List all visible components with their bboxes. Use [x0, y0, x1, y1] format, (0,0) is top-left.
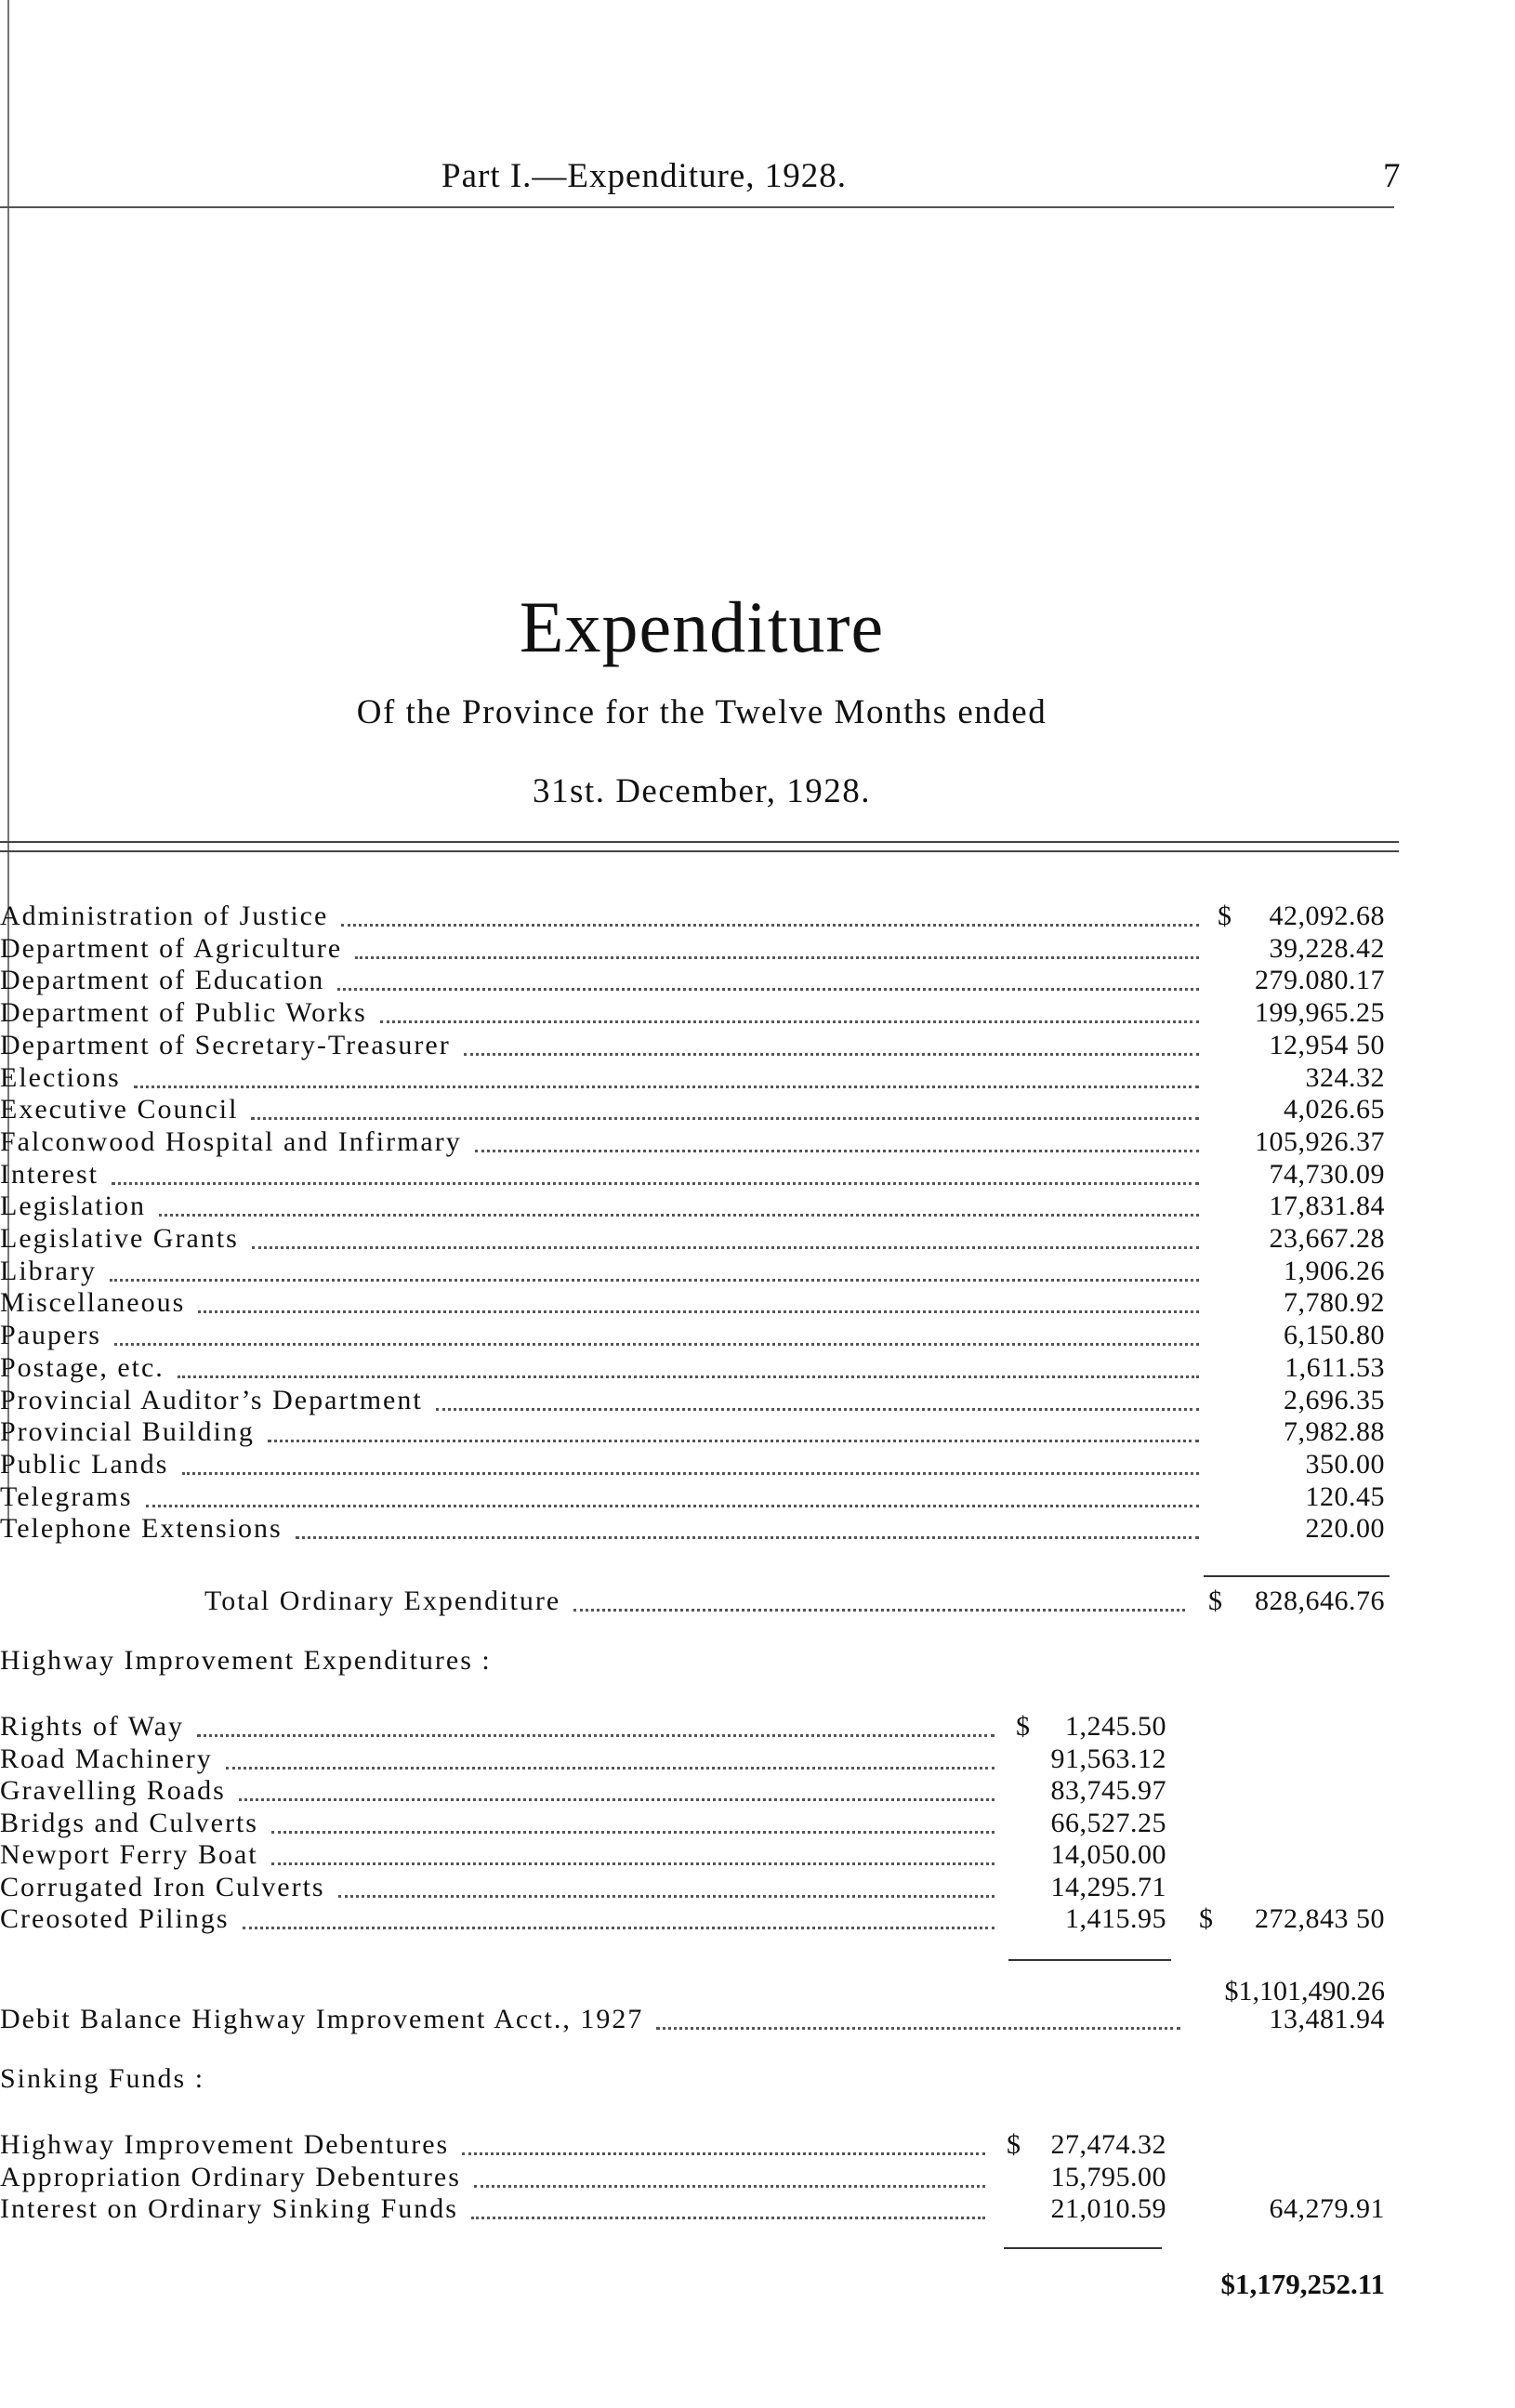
dot-leader — [251, 1117, 1199, 1120]
dot-leader — [436, 1408, 1199, 1411]
dot-leader — [380, 1020, 1199, 1023]
expenditure-row-label: Department of Secretary-Treasurer — [0, 1029, 451, 1060]
dot-leader — [268, 1440, 1199, 1442]
highway-row — [0, 1774, 1515, 1808]
currency-sign: $ — [1007, 2129, 1021, 2160]
highway-row-amount: 83,745.97 — [1050, 1775, 1166, 1806]
dot-leader — [656, 2027, 1180, 2030]
highway-row-label: Gravelling Roads — [0, 1775, 226, 1806]
expenditure-row-amount: 23,667.28 — [1269, 1223, 1385, 1254]
expenditure-row — [0, 1448, 1515, 1481]
currency-sign: $ — [1016, 1711, 1030, 1742]
dot-leader — [296, 1536, 1199, 1539]
expenditure-row — [0, 1512, 1515, 1546]
highway-row-label: Road Machinery — [0, 1743, 213, 1774]
expenditure-row — [0, 1319, 1515, 1352]
expenditure-row-label: Department of Public Works — [0, 997, 367, 1029]
dot-leader — [197, 1734, 995, 1737]
highway-row — [0, 1710, 1515, 1743]
highway-row — [0, 1902, 1515, 1936]
total-rule — [1204, 1575, 1390, 1577]
expenditure-row-label: Paupers — [0, 1320, 101, 1351]
expenditure-row-label: Miscellaneous — [0, 1287, 186, 1319]
dot-leader — [355, 956, 1199, 959]
sinking-row — [0, 2128, 1515, 2162]
expenditure-row-amount: 220.00 — [1305, 1513, 1385, 1545]
expenditure-row-label: Elections — [0, 1061, 121, 1093]
sinking-row — [0, 2161, 1515, 2194]
highway-row-amount: 14,295.71 — [1050, 1871, 1166, 1902]
expenditure-row — [0, 932, 1515, 966]
dot-leader — [198, 1310, 1199, 1313]
dot-leader — [271, 1831, 995, 1834]
dot-leader — [178, 1375, 1199, 1378]
dot-leader — [462, 2152, 985, 2155]
dot-leader — [464, 1053, 1199, 1056]
expenditure-row-label: Telephone Extensions — [0, 1513, 283, 1545]
dot-leader — [114, 1343, 1199, 1346]
expenditure-row — [0, 1093, 1515, 1126]
page-subtitle-line2: 31st. December, 1928. — [533, 772, 871, 810]
dot-leader — [182, 1472, 1199, 1475]
expenditure-row — [0, 1190, 1515, 1223]
dot-leader — [159, 1214, 1199, 1217]
total-ordinary — [0, 1585, 1515, 1618]
expenditure-row-label: Provincial Building — [0, 1416, 255, 1448]
currency-sign: $ — [1218, 901, 1232, 931]
expenditure-row-amount: 324.32 — [1305, 1061, 1385, 1093]
page-title: Expenditure — [519, 586, 885, 667]
dot-leader — [110, 1279, 1199, 1282]
expenditure-row-label: Falconwood Hospital and Infirmary — [0, 1125, 462, 1157]
expenditure-row-amount: 6,150.80 — [1284, 1320, 1385, 1351]
expenditure-row-label: Interest — [0, 1158, 99, 1190]
sinking-row-label: Appropriation Ordinary Debentures — [0, 2161, 461, 2192]
dot-leader — [243, 1927, 995, 1929]
expenditure-row-amount: 7,982.88 — [1284, 1416, 1385, 1448]
sinking-total-amount: 64,279.91 — [1269, 2193, 1385, 2224]
expenditure-row — [0, 1061, 1515, 1095]
expenditure-row-label: Postage, etc. — [0, 1351, 165, 1383]
expenditure-row-amount: 39,228.42 — [1269, 932, 1385, 964]
sinking-row-label: Highway Improvement Debentures — [0, 2129, 450, 2160]
expenditure-row — [0, 1286, 1515, 1320]
highway-row-amount: 14,050.00 — [1050, 1839, 1166, 1870]
expenditure-row — [0, 996, 1515, 1030]
sinking-row-amount: 21,010.59 — [1050, 2193, 1166, 2224]
expenditure-row — [0, 900, 1515, 933]
expenditure-row-amount: 105,926.37 — [1255, 1125, 1385, 1157]
dot-leader — [337, 988, 1199, 991]
expenditure-row — [0, 1480, 1515, 1514]
expenditure-row-label: Telegrams — [0, 1480, 133, 1512]
expenditure-row-amount: 279.080.17 — [1255, 965, 1385, 996]
highway-row — [0, 1743, 1515, 1776]
subtotal-amount: $1,101,490.26 — [1224, 1976, 1385, 2007]
dot-leader — [341, 924, 1199, 927]
sinking-row-amount: 15,795.00 — [1050, 2161, 1166, 2192]
expenditure-row-amount: 17,831.84 — [1269, 1191, 1385, 1222]
page-number: 7 — [1383, 157, 1401, 195]
highway-row-label: Creosoted Pilings — [0, 1903, 230, 1934]
expenditure-row-label: Department of Agriculture — [0, 932, 343, 964]
highway-row-label: Bridgs and Culverts — [0, 1807, 258, 1838]
expenditure-row-label: Administration of Justice — [0, 901, 329, 931]
dot-leader — [475, 1150, 1199, 1152]
highway-row-amount: 1,415.95 — [1065, 1903, 1166, 1934]
sinking-row-label: Interest on Ordinary Sinking Funds — [0, 2193, 458, 2224]
dot-leader — [271, 1862, 995, 1865]
page-subtitle-line1: Of the Province for the Twelve Months ended — [356, 693, 1047, 731]
debit-balance-row — [0, 2003, 1515, 2036]
sinking-rule — [1004, 2247, 1162, 2249]
expenditure-row-amount: 7,780.92 — [1284, 1287, 1385, 1319]
expenditure-row — [0, 1029, 1515, 1062]
highway-row — [0, 1871, 1515, 1904]
expenditure-row-amount: 4,026.65 — [1284, 1094, 1385, 1125]
sinking-row — [0, 2192, 1515, 2226]
expenditure-row-amount: 1,611.53 — [1284, 1351, 1385, 1383]
debit-balance-row-amount: 13,481.94 — [1269, 2004, 1385, 2034]
double-rule — [0, 841, 1399, 852]
expenditure-row-label: Library — [0, 1255, 97, 1286]
highway-row-amount: 66,527.25 — [1050, 1807, 1166, 1838]
highway-rule — [1008, 1959, 1171, 1961]
expenditure-row-amount: 42,092.68 — [1269, 901, 1385, 931]
dot-leader — [146, 1505, 1199, 1507]
expenditure-row-amount: 350.00 — [1305, 1448, 1385, 1480]
expenditure-row — [0, 964, 1515, 997]
section-heading-sinking: Sinking Funds : — [0, 2063, 205, 2094]
highway-row-amount: 1,245.50 — [1065, 1711, 1166, 1742]
sinking-row-amount: 27,474.32 — [1050, 2129, 1166, 2160]
dot-leader — [338, 1895, 995, 1898]
expenditure-row-amount: 74,730.09 — [1269, 1158, 1385, 1190]
running-header: Part I.—Expenditure, 1928. — [441, 157, 847, 195]
expenditure-row-label: Legislative Grants — [0, 1223, 239, 1254]
highway-row-amount: 91,563.12 — [1050, 1743, 1166, 1774]
highway-row-label: Rights of Way — [0, 1711, 185, 1742]
expenditure-row-label: Department of Education — [0, 965, 325, 996]
highway-row-label: Newport Ferry Boat — [0, 1839, 258, 1870]
expenditure-row — [0, 1125, 1515, 1159]
header-rule — [0, 206, 1394, 208]
expenditure-row-amount: 2,696.35 — [1284, 1384, 1385, 1415]
expenditure-row-amount: 12,954 50 — [1269, 1029, 1385, 1060]
debit-balance-row-label: Debit Balance Highway Improvement Acct., 1927 — [0, 2004, 644, 2034]
dot-leader — [252, 1246, 1199, 1249]
currency-sign: $ — [1199, 1903, 1213, 1934]
expenditure-row — [0, 1384, 1515, 1417]
expenditure-row-amount: 120.45 — [1305, 1480, 1385, 1512]
expenditure-row-label: Legislation — [0, 1191, 146, 1222]
expenditure-row-label: Public Lands — [0, 1448, 169, 1480]
dot-leader — [573, 1609, 1185, 1612]
highway-total-amount: 272,843 50 — [1255, 1903, 1385, 1934]
expenditure-row — [0, 1255, 1515, 1288]
expenditure-row-amount: 1,906.26 — [1284, 1255, 1385, 1286]
dot-leader — [226, 1767, 995, 1770]
expenditure-row — [0, 1222, 1515, 1256]
expenditure-row — [0, 1351, 1515, 1385]
total-ordinary-amount: 828,646.76 — [1255, 1586, 1385, 1616]
dot-leader — [112, 1182, 1199, 1185]
grand-total: $1,179,252.11 — [1220, 2268, 1385, 2300]
dot-leader — [471, 2217, 985, 2219]
expenditure-row-label: Executive Council — [0, 1094, 239, 1125]
highway-row-label: Corrugated Iron Culverts — [0, 1871, 325, 1902]
dot-leader — [239, 1798, 995, 1801]
highway-row — [0, 1807, 1515, 1840]
expenditure-row — [0, 1158, 1515, 1191]
dot-leader — [474, 2185, 985, 2188]
expenditure-row — [0, 1415, 1515, 1449]
expenditure-row-amount: 199,965.25 — [1255, 997, 1385, 1029]
currency-sign: $ — [1208, 1586, 1222, 1616]
dot-leader — [134, 1086, 1199, 1088]
highway-row — [0, 1838, 1515, 1872]
section-heading-highway: Highway Improvement Expenditures : — [0, 1645, 492, 1676]
expenditure-row-label: Provincial Auditor’s Department — [0, 1384, 423, 1415]
total-ordinary-label: Total Ordinary Expenditure — [204, 1586, 561, 1616]
